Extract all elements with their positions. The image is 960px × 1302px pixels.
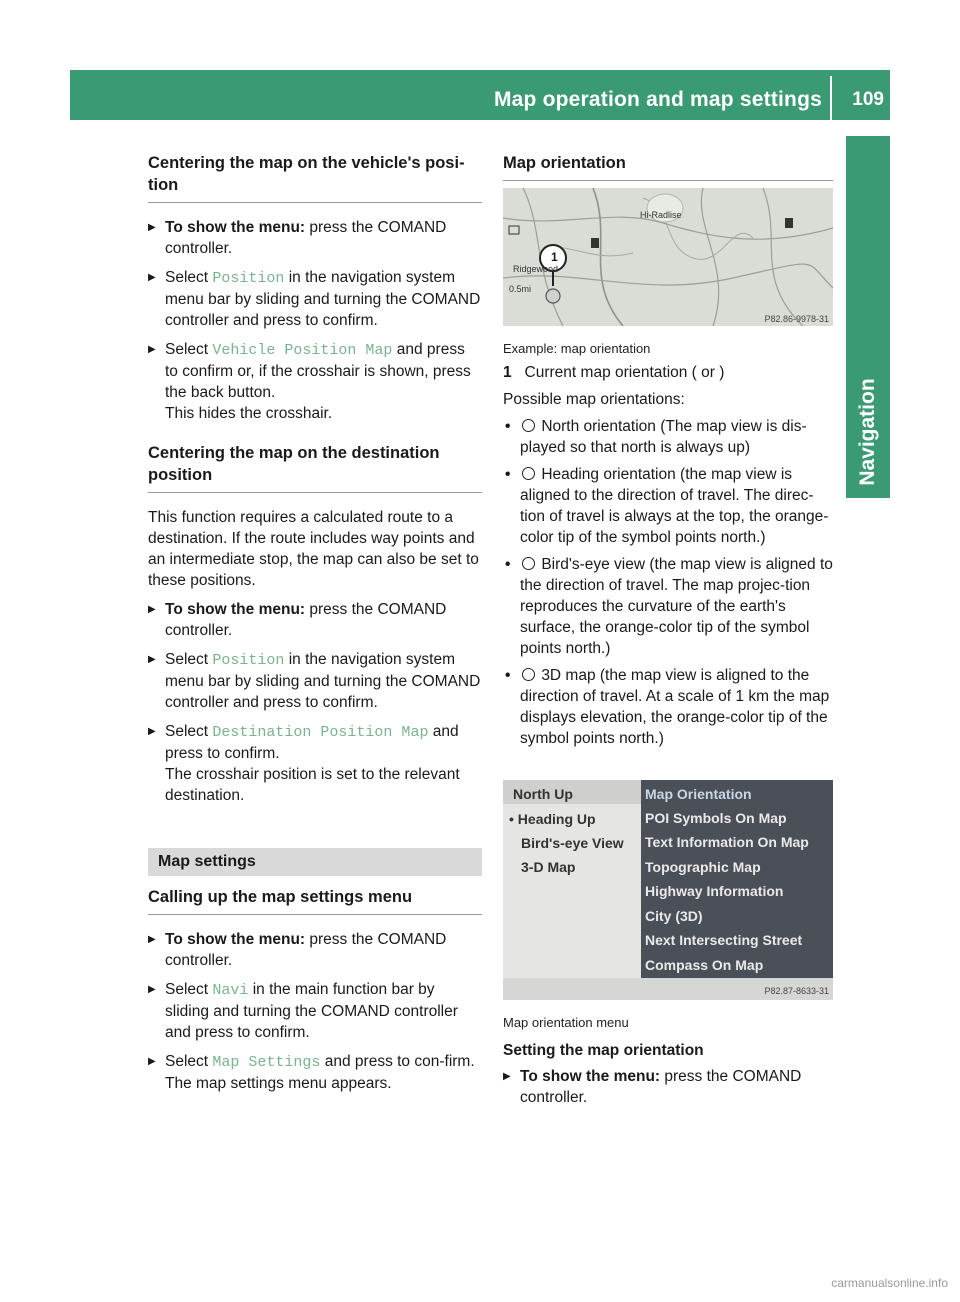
figure-caption: Map orientation menu (503, 1015, 629, 1030)
map-place-label: Ridgewood (513, 264, 559, 274)
menu-right-item[interactable]: Topographic Map (645, 859, 761, 875)
setting-title: Setting the map orientation (503, 1042, 704, 1059)
bullet-birds-eye: • Bird's-eye view (the map view is aligned to the direction of travel. The map projec-tion reproduces the curvature of the earth's surface, the orange-color tip of the symbol points north.) (503, 554, 833, 659)
band-map-settings: Map settings (148, 848, 482, 876)
section-title-center-vehicle: Centering the map on the vehicle's posi-tion (148, 152, 482, 203)
figure-code: P82.87-8633-31 (764, 986, 829, 996)
menu-right-item[interactable]: Compass On Map (645, 957, 764, 973)
menu-right-item[interactable]: Map Orientation (645, 786, 752, 802)
header-separator (830, 76, 832, 120)
step-show-menu-3: ▶ To show the menu: press the COMAND controller. (148, 929, 482, 971)
menu-right-item[interactable]: Text Information On Map (645, 834, 809, 850)
right-column-text (503, 338, 833, 749)
section-title-map-settings-menu: Calling up the map settings menu (148, 886, 482, 915)
page-number: 109 (852, 89, 884, 110)
bullet-heading: • Heading orientation (the map view is aligned to the direction of travel. The direc-tion of travel is always at the top, the orange-color tip of the symbol points north.) (503, 464, 833, 548)
right-column (503, 152, 833, 181)
side-tab-label: Navigation (856, 378, 879, 486)
menu-right-panel (641, 780, 833, 978)
map-marker-1: 1 (551, 250, 558, 264)
section-title-map-orientation: Map orientation (503, 152, 833, 181)
figure-caption: Example: map orientation (503, 341, 651, 356)
menu-right-item[interactable]: POI Symbols On Map (645, 810, 787, 826)
left-column (148, 152, 482, 1094)
menu-item-north-up[interactable]: North Up (513, 786, 573, 802)
step-select-destination: ▶ Select Destination Position Map and press to confirm. The crosshair position is set to the relevant destination. (148, 721, 482, 806)
north-icon (522, 419, 535, 432)
menu-right-item[interactable]: Next Intersecting Street (645, 932, 803, 948)
bullet-3d: • 3D map (the map view is aligned to the direction of travel. At a scale of 1 km the map displays elevation, the orange-color tip of the symbol points north.) (503, 665, 833, 749)
possible-orientations: Possible map orientations: (503, 391, 685, 408)
map-screenshot (503, 188, 833, 326)
menu-right-item[interactable]: City (3D) (645, 908, 703, 924)
menu-item-3d-map[interactable]: 3-D Map (521, 859, 576, 875)
step-select-position: ▶ Select Position in the navigation system menu bar by sliding and turning the COMAND controller and press to confirm. (148, 267, 482, 331)
menu-left-panel (503, 780, 641, 978)
watermark: carmanualsonline.info (831, 1276, 948, 1290)
step-show-menu: ▶ To show the menu: press the COMAND controller. (148, 217, 482, 259)
step-show-menu-2: ▶ To show the menu: press the COMAND controller. (148, 599, 482, 641)
step-select-navi: ▶ Select Navi in the main function bar by sliding and turning the COMAND controller and press to confirm. (148, 979, 482, 1043)
header-bar (70, 70, 890, 120)
legend-number-icon: 1 (503, 364, 512, 381)
figure-code: P82.86-9978-31 (764, 314, 829, 324)
step-show-menu-right: ▶ To show the menu: press the COMAND controller. (503, 1066, 833, 1108)
step-select-vehicle-position: ▶ Select Vehicle Position Map and press to confirm or, if the crosshair is shown, press the back button. This hides the crosshair. (148, 339, 482, 424)
menu-screenshot (503, 780, 833, 1000)
right-column-bottom (503, 1012, 833, 1108)
header-title: Map operation and map settings (493, 88, 822, 111)
step-select-map-settings: ▶ Select Map Settings and press to con-firm. The map settings menu appears. (148, 1051, 482, 1094)
menu-item-birds-eye[interactable]: Bird's-eye View (521, 835, 624, 851)
step-select-position-2: ▶ Select Position in the navigation system menu bar by sliding and turning the COMAND controller and press to confirm. (148, 649, 482, 713)
section-title-center-destination: Centering the map on the destination position (148, 442, 482, 493)
heading-icon (522, 467, 535, 480)
menu-right-item[interactable]: Highway Information (645, 883, 784, 899)
birds-eye-icon (522, 557, 535, 570)
paragraph-intro: This function requires a calculated route to a destination. If the route includes way points and an intermediate stop, the map can also be set to these positions. (148, 509, 479, 589)
map-place-label: Hi-Radlise (640, 210, 682, 220)
3d-map-icon (522, 668, 535, 681)
bullet-north: • North orientation (The map view is dis-played so that north is always up) (503, 416, 833, 458)
map-scale: 0.5mi (509, 284, 532, 294)
legend-item-1: 1 Current map orientation ( or ) (503, 364, 725, 381)
menu-item-heading-up[interactable]: • Heading Up (509, 811, 596, 827)
